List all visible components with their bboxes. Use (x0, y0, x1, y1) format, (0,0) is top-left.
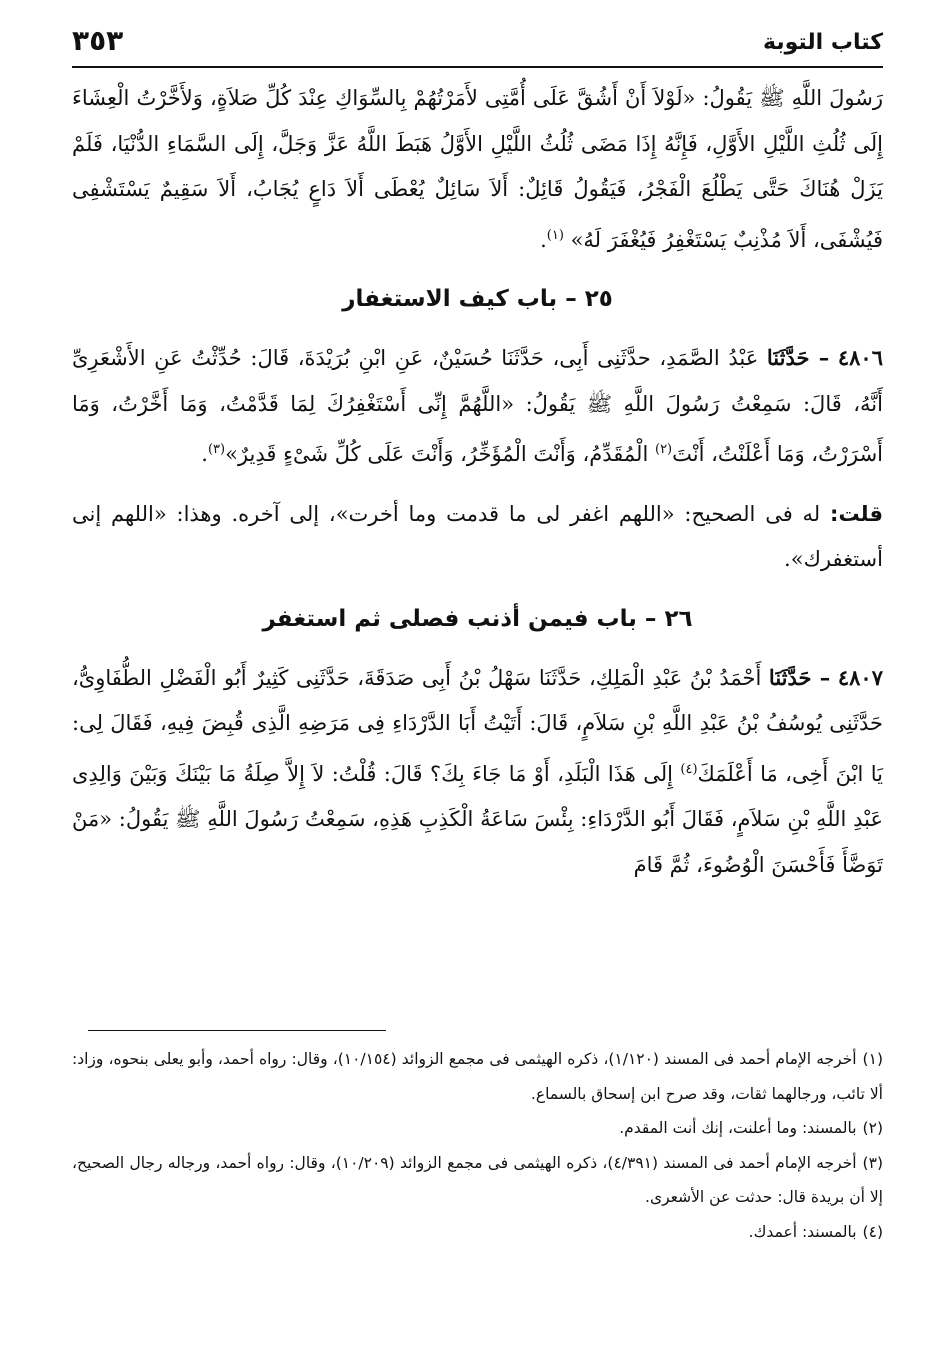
hadith-4806: ٤٨٠٦ – حَدَّثَنَا عَبْدُ الصَّمَدِ، حدَّثَنِى أَبِى، حَدَّثَنَا حُسَيْنٌ، عَنِ ابْنِ بُرَيْدَةَ، قَالَ: حُدِّثْتُ عَنِ الأَشْعَرِىِّ أَنَّهُ، قَالَ: سَمِعْتُ رَسُولَ اللَّهِ ﷺ يَقُولُ: «اللَّهُمَّ إِنِّى أَسْتَغْفِرُكَ لِمَا قَدَّمْتُ، وَمَا أَخَّرْتُ، وَمَا أَسْرَرْتُ، وَمَا أَعْلَنْتُ، أَنْتَ$^{(٢)}$ الْمُقَدِّمُ، وَأَنْتَ الْمُؤَخِّرُ، وَأَنْتَ عَلَى كُلِّ شَىْءٍ قَدِيرٌ»$^{(٣)}$. (72, 345, 883, 466)
continuation-text: رَسُولَ اللَّهِ ﷺ يَقُولُ: «لَوْلاَ أَنْ أَشُقَّ عَلَى أُمَّتِى لأَمَرْتُهُمْ بِالسِّوَاكِ عِنْدَ كُلِّ صَلاَةٍ، وَلأَخَّرْتُ الْعِشَاءَ إِلَى ثُلُثِ اللَّيْلِ الأَوَّلِ، فَإِنَّهُ إِذَا مَضَى ثُلُثُ اللَّيْلِ الأَوَّلُ هَبَطَ اللَّهُ عَزَّ وَجَلَّ، إِلَى السَّمَاءِ الدُّنْيَا، فَلَمْ يَزَلْ هُنَاكَ حَتَّى يَطْلُعَ الْفَجْرُ، فَيَقُولُ قَائِلٌ: أَلاَ سَائِلٌ يُعْطَى أَلاَ دَاعٍ يُجَابُ، أَلاَ سَقِيمٌ يَسْتَشْفِى فَيُشْفَى، أَلاَ مُذْنِبٌ يَسْتَغْفِرُ فَيُغْفَرَ لَهُ» (72, 86, 883, 252)
chapter-title: كتاب التوبة (763, 30, 883, 55)
header-divider (72, 66, 883, 68)
footnote-2 (72, 1111, 883, 1146)
comment-label: قلت: (830, 501, 883, 526)
hadith-lead: – حَدَّثَنَا (766, 345, 830, 370)
page-number: ٣٥٣ (72, 24, 124, 57)
hadith-text: عَبْدُ الصَّمَدِ، حدَّثَنِى أَبِى، حَدَّثَنَا حُسَيْنٌ، عَنِ ابْنِ بُرَيْدَةَ، قَالَ: حُدِّثْتُ عَنِ الأَشْعَرِىِّ أَنَّهُ، قَالَ: سَمِعْتُ رَسُولَ اللَّهِ ﷺ يَقُولُ: «اللَّهُمَّ إِنِّى أَسْتَغْفِرُكَ لِمَا قَدَّمْتُ، وَمَا أَخَّرْتُ، وَمَا أَسْرَرْتُ، وَمَا أَعْلَنْتُ، أَنْتَ (72, 346, 883, 466)
footnote-number: (٤) (862, 1222, 883, 1241)
running-header (72, 20, 883, 60)
footnote-text: أخرجه الإمام أحمد فى المسند (٤/٣٩١)، ذكره الهيثمى فى مجمع الزوائد (١٠/٢٠٩)، وقال: رواه أحمد، ورجاله رجال الصحيح، إلا أن بريدة قال: حدثت عن الأشعرى. (72, 1153, 883, 1206)
author-comment (72, 492, 883, 583)
footnote-ref-1: (١) (546, 227, 564, 243)
footnote-number: (٢) (862, 1119, 883, 1137)
main-text (72, 76, 883, 888)
footnote-number: (١) (862, 1050, 883, 1068)
hadith-number: ٤٨٠٧ (837, 664, 883, 690)
hadith-number: ٤٨٠٦ (837, 345, 883, 370)
footnote-4 (72, 1215, 883, 1250)
section-heading-25: ٢٥ – باب كيف الاستغفار (342, 286, 613, 312)
footnote-ref-3: (٣) (207, 442, 226, 457)
footnotes (72, 1042, 883, 1249)
footnote-text: بالمسند: أعمدك. (748, 1222, 857, 1241)
footnote-3 (72, 1146, 883, 1215)
hadith-text-cont: إِلَى هَذَا الْبَلَدِ، أَوْ مَا جَاءَ بِكَ؟ قَالَ: قُلْتُ: لاَ إِلاَّ صِلَةُ مَا بَيْنَكَ وَبَيْنَ وَالِدِى عَبْدِ اللَّهِ بْنِ سَلاَمٍ، فَقَالَ أَبُو الدَّرْدَاءِ: بِئْسَ سَاعَةُ الْكَذِبِ هَذِهِ، سَمِعْتُ رَسُولَ اللَّهِ ﷺ يَقُولُ: «مَنْ تَوَضَّأَ فَأَحْسَنَ الْوُضُوءَ، ثُمَّ قَامَ (72, 761, 883, 877)
comment-text: له فى الصحيح: «اللهم اغفر لى ما قدمت وما أخرت»، إلى آخره. وهذا: «اللهم إنى أستغفرك». (72, 501, 883, 571)
footnote-divider (88, 1030, 386, 1031)
hadith-text: أَحْمَدُ بْنُ عَبْدِ الْمَلِكِ، حَدَّثَنَا سَهْلُ بْنُ أَبِى صَدَقَةَ، حَدَّثَنِى كَثِيرٌ أَبُو الْفَضْلِ الطُّفَاوِىُّ، حَدَّثَنِى يُوسُفُ بْنُ عَبْدِ اللَّهِ بْنِ سَلاَمٍ، قَالَ: أَتَيْتُ أَبَا الدَّرْدَاءِ فِى مَرَضِهِ الَّذِى قُبِضَ فِيهِ، فَقَالَ لِى: يَا ابْنَ أَخِى، مَا أَعْلَمَكَ (72, 665, 883, 786)
footnote-text: بالمسند: وما أعلنت، إنك أنت المقدم. (619, 1119, 857, 1137)
footnote-ref-4: (٤) (680, 761, 698, 777)
footnote-number: (٣) (862, 1153, 883, 1172)
footnote-text: أخرجه الإمام أحمد فى المسند (١/١٢٠)، ذكره الهيثمى فى مجمع الزوائد (١٠/١٥٤)، وقال: رواه أحمد، وأبو يعلى بنحوه، وزاد: ألا تائب، ورجالهما ثقات، وقد صرح ابن إسحاق بالسماع. (72, 1050, 883, 1103)
continuation-paragraph: رَسُولَ اللَّهِ ﷺ يَقُولُ: «لَوْلاَ أَنْ أَشُقَّ عَلَى أُمَّتِى لأَمَرْتُهُمْ بِالسِّوَاكِ عِنْدَ كُلِّ صَلاَةٍ، وَلأَخَّرْتُ الْعِشَاءَ إِلَى ثُلُثِ اللَّيْلِ الأَوَّلِ، فَإِنَّهُ إِذَا مَضَى ثُلُثُ اللَّيْلِ الأَوَّلُ هَبَطَ اللَّهُ عَزَّ وَجَلَّ، إِلَى السَّمَاءِ الدُّنْيَا، فَلَمْ يَزَلْ هُنَاكَ حَتَّى يَطْلُعَ الْفَجْرُ، فَيَقُولُ قَائِلٌ: أَلاَ سَائِلٌ يُعْطَى أَلاَ دَاعٍ يُجَابُ، أَلاَ سَقِيمٌ يَسْتَشْفِى فَيُشْفَى، أَلاَ مُذْنِبٌ يَسْتَغْفِرُ فَيُغْفَرَ لَهُ» $^{(١)}$. (72, 86, 883, 252)
hadith-text-cont: الْمُقَدِّمُ، وَأَنْتَ الْمُؤَخِّرُ، وَأَنْتَ عَلَى كُلِّ شَىْءٍ قَدِيرٌ» (225, 442, 649, 466)
footnote-1 (72, 1042, 883, 1111)
hadith-lead: – حَدَّثَنَا (768, 664, 831, 690)
footnote-ref-2: (٢) (654, 442, 673, 457)
section-heading-26: ٢٦ – باب فيمن أذنب فصلى ثم استغفر (262, 605, 693, 632)
hadith-4807 (72, 655, 883, 889)
